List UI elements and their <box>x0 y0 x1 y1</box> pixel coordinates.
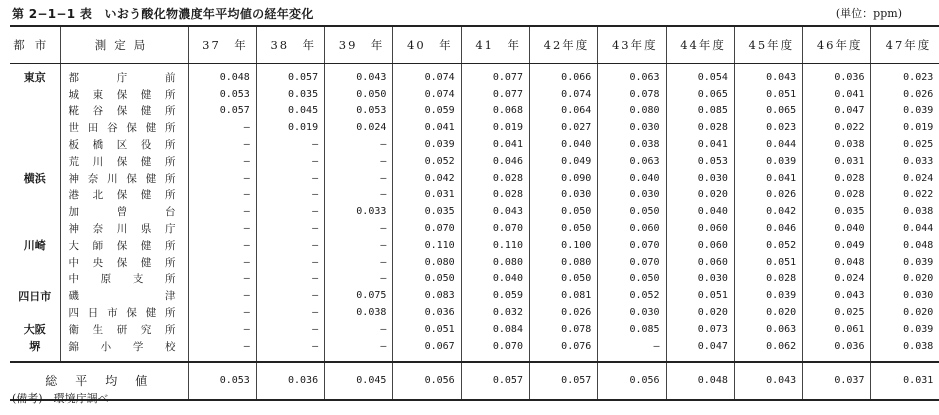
header-row <box>10 26 939 64</box>
value-cell: 0.033 <box>871 153 939 170</box>
value-cell: — <box>325 271 393 288</box>
value-cell: — <box>188 220 256 237</box>
value-cell: — <box>188 170 256 187</box>
table-row <box>10 170 939 187</box>
value-cell: 0.054 <box>666 64 734 86</box>
header-year: 43年度 <box>598 26 666 64</box>
value-cell: 0.040 <box>461 271 529 288</box>
value-cell: 0.024 <box>803 271 871 288</box>
value-cell: 0.044 <box>734 136 802 153</box>
value-cell: 0.030 <box>529 187 597 204</box>
header-year: 40 年 <box>393 26 461 64</box>
value-cell: 0.046 <box>461 153 529 170</box>
value-cell: 0.030 <box>666 271 734 288</box>
city-cell: 四日市 <box>18 289 52 303</box>
city-cell <box>10 203 60 220</box>
table-row <box>10 136 939 153</box>
value-cell: 0.066 <box>529 64 597 86</box>
value-cell: 0.028 <box>461 170 529 187</box>
value-cell: 0.041 <box>666 136 734 153</box>
value-cell: 0.070 <box>598 254 666 271</box>
value-cell: 0.038 <box>803 136 871 153</box>
value-cell: 0.038 <box>325 304 393 321</box>
value-cell: 0.051 <box>734 254 802 271</box>
value-cell: 0.020 <box>666 304 734 321</box>
table-title: 第 2−1−1 表 いおう酸化物濃度年平均値の経年変化 <box>12 7 314 21</box>
city-cell <box>10 271 60 288</box>
value-cell: 0.061 <box>803 321 871 338</box>
value-cell: 0.084 <box>461 321 529 338</box>
value-cell: — <box>256 153 324 170</box>
value-cell: 0.030 <box>598 304 666 321</box>
value-cell: 0.019 <box>461 119 529 136</box>
header-year: 38 年 <box>256 26 324 64</box>
value-cell: 0.048 <box>871 237 939 254</box>
data-table <box>10 25 939 401</box>
value-cell: 0.053 <box>188 86 256 103</box>
value-cell: 0.052 <box>734 237 802 254</box>
value-cell: 0.020 <box>871 304 939 321</box>
station-cell: 神奈川県庁 <box>60 220 188 237</box>
value-cell: 0.080 <box>529 254 597 271</box>
total-label: 総平均値 <box>10 362 188 400</box>
table-row <box>10 220 939 237</box>
value-cell: 0.052 <box>598 287 666 304</box>
value-cell: — <box>188 187 256 204</box>
value-cell: — <box>256 271 324 288</box>
value-cell: 0.050 <box>393 271 461 288</box>
station-cell: 加曾台 <box>60 203 188 220</box>
value-cell: 0.051 <box>393 321 461 338</box>
city-cell <box>10 304 60 321</box>
value-cell: 0.036 <box>803 338 871 362</box>
value-cell: 0.085 <box>598 321 666 338</box>
value-cell: 0.050 <box>529 203 597 220</box>
total-value: 0.056 <box>393 362 461 400</box>
value-cell: 0.080 <box>393 254 461 271</box>
header-year: 37 年 <box>188 26 256 64</box>
value-cell: 0.080 <box>598 103 666 120</box>
value-cell: 0.020 <box>871 271 939 288</box>
total-value: 0.036 <box>256 362 324 400</box>
city-cell <box>10 103 60 120</box>
value-cell: 0.047 <box>803 103 871 120</box>
table-row <box>10 287 939 304</box>
table-row <box>10 187 939 204</box>
value-cell: 0.074 <box>393 64 461 86</box>
value-cell: 0.085 <box>666 103 734 120</box>
value-cell: 0.036 <box>393 304 461 321</box>
value-cell: 0.019 <box>871 119 939 136</box>
value-cell: 0.065 <box>666 86 734 103</box>
value-cell: — <box>256 203 324 220</box>
value-cell: 0.049 <box>529 153 597 170</box>
value-cell: — <box>188 321 256 338</box>
value-cell: 0.050 <box>598 271 666 288</box>
value-cell: 0.028 <box>461 187 529 204</box>
value-cell: 0.041 <box>734 170 802 187</box>
value-cell: 0.040 <box>666 203 734 220</box>
value-cell: 0.030 <box>598 187 666 204</box>
value-cell: 0.077 <box>461 86 529 103</box>
value-cell: — <box>256 321 324 338</box>
table-row <box>10 338 939 362</box>
value-cell: 0.026 <box>734 187 802 204</box>
value-cell: — <box>188 304 256 321</box>
city-cell <box>10 86 60 103</box>
table-row <box>10 103 939 120</box>
value-cell: 0.075 <box>325 287 393 304</box>
value-cell: 0.067 <box>393 338 461 362</box>
header-year: 42年度 <box>529 26 597 64</box>
value-cell: 0.043 <box>803 287 871 304</box>
value-cell: 0.043 <box>325 64 393 86</box>
value-cell: 0.026 <box>529 304 597 321</box>
unit-label: (単位：ppm) <box>835 7 902 20</box>
header-year: 47年度 <box>871 26 939 64</box>
value-cell: 0.070 <box>393 220 461 237</box>
table-row <box>10 254 939 271</box>
value-cell: — <box>188 287 256 304</box>
total-value: 0.057 <box>529 362 597 400</box>
value-cell: 0.043 <box>734 64 802 86</box>
value-cell: 0.080 <box>461 254 529 271</box>
value-cell: 0.030 <box>871 287 939 304</box>
value-cell: 0.025 <box>871 136 939 153</box>
city-cell <box>10 220 60 237</box>
value-cell: 0.083 <box>393 287 461 304</box>
city-cell: 東京 <box>23 71 46 85</box>
value-cell: — <box>325 187 393 204</box>
value-cell: 0.022 <box>871 187 939 204</box>
value-cell: 0.051 <box>734 86 802 103</box>
value-cell: — <box>325 153 393 170</box>
station-cell: 板橋区役所 <box>60 136 188 153</box>
total-value: 0.043 <box>734 362 802 400</box>
city-cell: 横浜 <box>23 172 46 186</box>
city-cell <box>10 254 60 271</box>
city-cell: 堺 <box>29 340 41 354</box>
station-cell: 世田谷保健所 <box>60 119 188 136</box>
table-header <box>10 26 939 64</box>
value-cell: — <box>188 338 256 362</box>
value-cell: 0.031 <box>803 153 871 170</box>
value-cell: 0.025 <box>803 304 871 321</box>
value-cell: — <box>256 170 324 187</box>
value-cell: 0.040 <box>803 220 871 237</box>
value-cell: — <box>256 254 324 271</box>
value-cell: — <box>256 287 324 304</box>
value-cell: 0.020 <box>734 304 802 321</box>
value-cell: 0.068 <box>461 103 529 120</box>
city-cell: 川崎 <box>23 239 46 253</box>
value-cell: 0.028 <box>803 170 871 187</box>
city-cell: 大阪 <box>23 323 46 337</box>
value-cell: 0.041 <box>461 136 529 153</box>
value-cell: 0.052 <box>393 153 461 170</box>
table-row <box>10 304 939 321</box>
value-cell: 0.063 <box>734 321 802 338</box>
value-cell: — <box>325 170 393 187</box>
value-cell: 0.023 <box>871 64 939 86</box>
value-cell: 0.070 <box>598 237 666 254</box>
station-cell: 都庁前 <box>60 64 188 86</box>
value-cell: 0.050 <box>598 203 666 220</box>
value-cell: 0.050 <box>325 86 393 103</box>
value-cell: 0.020 <box>666 187 734 204</box>
total-value: 0.045 <box>325 362 393 400</box>
value-cell: 0.036 <box>803 64 871 86</box>
total-value: 0.053 <box>188 362 256 400</box>
station-cell: 城東保健所 <box>60 86 188 103</box>
total-value: 0.048 <box>666 362 734 400</box>
station-cell: 港北保健所 <box>60 187 188 204</box>
header-city: 都市 <box>10 26 60 64</box>
value-cell: 0.059 <box>461 287 529 304</box>
value-cell: — <box>188 237 256 254</box>
station-cell: 衛生研究所 <box>60 321 188 338</box>
value-cell: 0.073 <box>666 321 734 338</box>
value-cell: 0.047 <box>666 338 734 362</box>
value-cell: 0.028 <box>803 187 871 204</box>
source-note: (備考) 環境庁調べ <box>12 392 109 405</box>
value-cell: 0.046 <box>734 220 802 237</box>
value-cell: — <box>325 237 393 254</box>
value-cell: 0.040 <box>598 170 666 187</box>
value-cell: 0.110 <box>461 237 529 254</box>
value-cell: 0.078 <box>529 321 597 338</box>
value-cell: — <box>256 187 324 204</box>
city-cell <box>10 119 60 136</box>
value-cell: 0.064 <box>529 103 597 120</box>
value-cell: 0.042 <box>393 170 461 187</box>
header-year: 41 年 <box>461 26 529 64</box>
value-cell: 0.048 <box>188 64 256 86</box>
total-value: 0.056 <box>598 362 666 400</box>
value-cell: — <box>598 338 666 362</box>
header-year: 44年度 <box>666 26 734 64</box>
value-cell: 0.039 <box>871 254 939 271</box>
value-cell: 0.063 <box>598 153 666 170</box>
city-cell <box>10 153 60 170</box>
value-cell: 0.077 <box>461 64 529 86</box>
value-cell: — <box>188 271 256 288</box>
value-cell: 0.051 <box>666 287 734 304</box>
station-cell: 荒川保健所 <box>60 153 188 170</box>
value-cell: — <box>256 237 324 254</box>
city-cell <box>10 136 60 153</box>
value-cell: 0.035 <box>803 203 871 220</box>
value-cell: 0.038 <box>598 136 666 153</box>
value-cell: 0.023 <box>734 119 802 136</box>
value-cell: 0.028 <box>666 119 734 136</box>
value-cell: 0.039 <box>734 287 802 304</box>
value-cell: 0.048 <box>803 254 871 271</box>
value-cell: — <box>325 220 393 237</box>
value-cell: 0.081 <box>529 287 597 304</box>
city-cell <box>10 187 60 204</box>
station-cell: 四日市保健所 <box>60 304 188 321</box>
value-cell: 0.039 <box>871 103 939 120</box>
station-cell: 錦小学校 <box>60 338 188 362</box>
total-value: 0.031 <box>871 362 939 400</box>
value-cell: 0.063 <box>598 64 666 86</box>
value-cell: 0.027 <box>529 119 597 136</box>
value-cell: 0.076 <box>529 338 597 362</box>
value-cell: 0.060 <box>598 220 666 237</box>
value-cell: — <box>188 136 256 153</box>
total-row <box>10 362 939 400</box>
value-cell: 0.050 <box>529 220 597 237</box>
value-cell: 0.060 <box>666 220 734 237</box>
header-year: 45年度 <box>734 26 802 64</box>
station-cell: 中原支所 <box>60 271 188 288</box>
table-body <box>10 64 939 362</box>
table-row <box>10 153 939 170</box>
value-cell: 0.035 <box>256 86 324 103</box>
value-cell: — <box>256 136 324 153</box>
value-cell: 0.074 <box>393 86 461 103</box>
station-cell: 磯津 <box>60 287 188 304</box>
table-row <box>10 64 939 86</box>
total-value: 0.037 <box>803 362 871 400</box>
value-cell: 0.041 <box>803 86 871 103</box>
value-cell: 0.060 <box>666 254 734 271</box>
table-row <box>10 271 939 288</box>
value-cell: 0.070 <box>461 220 529 237</box>
value-cell: 0.090 <box>529 170 597 187</box>
value-cell: — <box>188 119 256 136</box>
value-cell: 0.059 <box>393 103 461 120</box>
value-cell: — <box>325 254 393 271</box>
value-cell: 0.078 <box>598 86 666 103</box>
value-cell: 0.041 <box>393 119 461 136</box>
table-row <box>10 203 939 220</box>
value-cell: 0.038 <box>871 203 939 220</box>
value-cell: 0.042 <box>734 203 802 220</box>
value-cell: 0.033 <box>325 203 393 220</box>
value-cell: 0.100 <box>529 237 597 254</box>
header-year: 39 年 <box>325 26 393 64</box>
station-cell: 神奈川保健所 <box>60 170 188 187</box>
value-cell: 0.022 <box>803 119 871 136</box>
value-cell: 0.045 <box>256 103 324 120</box>
value-cell: — <box>325 136 393 153</box>
station-cell: 中央保健所 <box>60 254 188 271</box>
value-cell: 0.074 <box>529 86 597 103</box>
value-cell: — <box>325 321 393 338</box>
value-cell: 0.030 <box>666 170 734 187</box>
value-cell: 0.062 <box>734 338 802 362</box>
value-cell: — <box>188 153 256 170</box>
value-cell: 0.057 <box>256 64 324 86</box>
value-cell: 0.053 <box>325 103 393 120</box>
value-cell: 0.039 <box>871 321 939 338</box>
table-row <box>10 119 939 136</box>
value-cell: — <box>325 338 393 362</box>
value-cell: 0.019 <box>256 119 324 136</box>
table-row <box>10 321 939 338</box>
value-cell: 0.038 <box>871 338 939 362</box>
value-cell: — <box>188 254 256 271</box>
value-cell: 0.043 <box>461 203 529 220</box>
table-row <box>10 237 939 254</box>
value-cell: — <box>256 338 324 362</box>
value-cell: 0.050 <box>529 271 597 288</box>
value-cell: 0.057 <box>188 103 256 120</box>
station-cell: 大師保健所 <box>60 237 188 254</box>
value-cell: 0.035 <box>393 203 461 220</box>
table-footer <box>10 362 939 400</box>
header-station: 測定局 <box>60 26 188 64</box>
value-cell: 0.031 <box>393 187 461 204</box>
value-cell: 0.053 <box>666 153 734 170</box>
value-cell: 0.110 <box>393 237 461 254</box>
value-cell: 0.070 <box>461 338 529 362</box>
value-cell: 0.030 <box>598 119 666 136</box>
total-value: 0.057 <box>461 362 529 400</box>
value-cell: 0.039 <box>393 136 461 153</box>
value-cell: — <box>256 220 324 237</box>
value-cell: 0.028 <box>734 271 802 288</box>
value-cell: 0.060 <box>666 237 734 254</box>
header-year: 46年度 <box>803 26 871 64</box>
value-cell: — <box>256 304 324 321</box>
value-cell: 0.065 <box>734 103 802 120</box>
value-cell: 0.024 <box>871 170 939 187</box>
value-cell: 0.044 <box>871 220 939 237</box>
table-row <box>10 86 939 103</box>
value-cell: — <box>188 203 256 220</box>
value-cell: 0.040 <box>529 136 597 153</box>
value-cell: 0.026 <box>871 86 939 103</box>
value-cell: 0.024 <box>325 119 393 136</box>
value-cell: 0.049 <box>803 237 871 254</box>
value-cell: 0.032 <box>461 304 529 321</box>
value-cell: 0.039 <box>734 153 802 170</box>
station-cell: 糀谷保健所 <box>60 103 188 120</box>
